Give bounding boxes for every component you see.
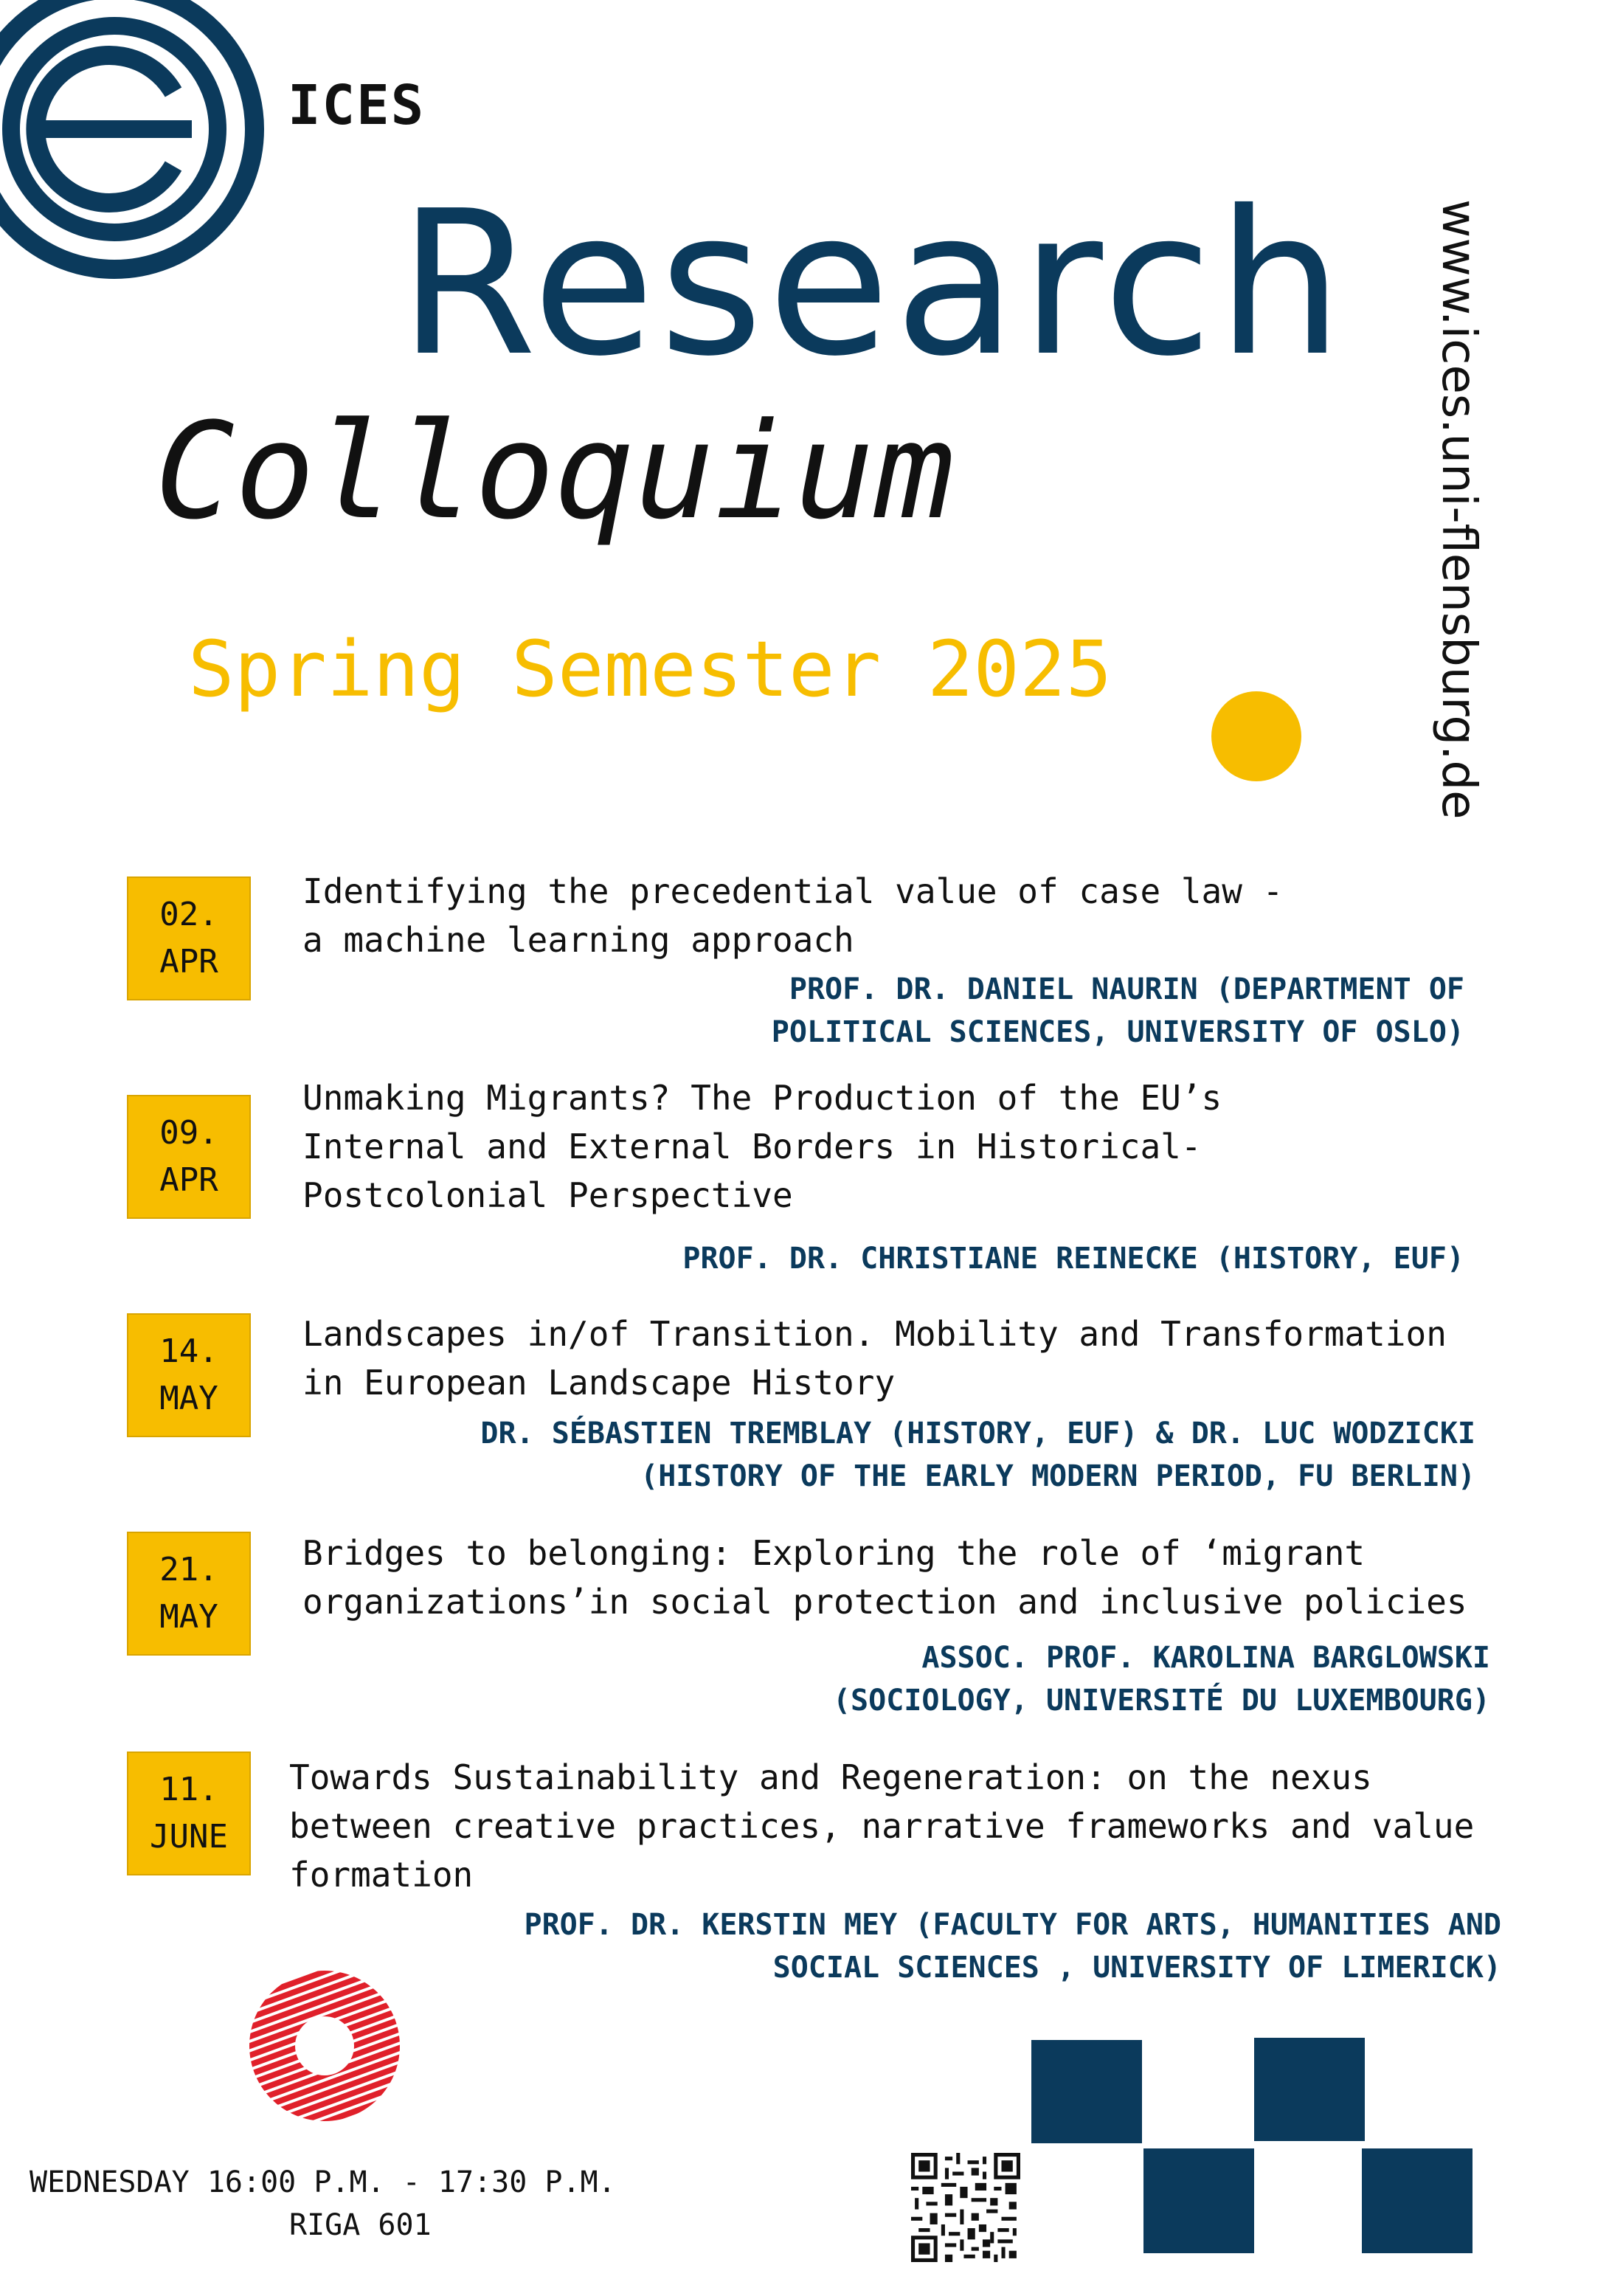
event-date-badge xyxy=(127,1313,251,1437)
ices-logo-icon xyxy=(0,0,273,288)
event-speaker-line: PROF. DR. DANIEL NAURIN (DEPARTMENT OF xyxy=(789,972,1464,1006)
decorative-dot xyxy=(1211,691,1301,781)
event-title-line: Internal and External Borders in Historical- xyxy=(302,1127,1202,1166)
event-speaker-line: SOCIAL SCIENCES , UNIVERSITY OF LIMERICK) xyxy=(772,1951,1501,1985)
event-title-line: Bridges to belonging: Exploring the role of ‘migrant xyxy=(302,1533,1366,1573)
event-speaker xyxy=(833,1636,1490,1722)
event-date-badge xyxy=(127,876,251,1000)
event-title xyxy=(302,1310,1447,1407)
event-speaker xyxy=(772,968,1464,1054)
event-title-line: Towards Sustainability and Regeneration: on the nexus xyxy=(289,1757,1372,1797)
event-month: JUNE xyxy=(150,1818,228,1856)
event-speaker-line: POLITICAL SCIENCES, UNIVERSITY OF OSLO) xyxy=(771,1015,1464,1049)
event-day: 02. xyxy=(159,896,218,934)
schedule-room: RIGA 601 xyxy=(289,2208,432,2242)
semester-label: Spring Semester 2025 xyxy=(188,624,1112,714)
event-day: 14. xyxy=(159,1332,218,1371)
decorative-square xyxy=(1031,2040,1142,2143)
event-speaker-line: DR. SÉBASTIEN TREMBLAY (HISTORY, EUF) & DR. LUC WODZICKI xyxy=(480,1417,1475,1450)
decorative-square xyxy=(1143,2148,1254,2253)
org-name: ICES xyxy=(288,74,426,137)
event-title-line: Postcolonial Perspective xyxy=(302,1175,793,1215)
event-speaker-line: ASSOC. PROF. KAROLINA BARGLOWSKI xyxy=(921,1641,1490,1675)
event-title-line: organizations’in social protection and inclusive policies xyxy=(302,1582,1467,1622)
event-speaker-line: PROF. DR. CHRISTIANE REINECKE (HISTORY, EUF) xyxy=(682,1242,1464,1276)
event-speaker-line: PROF. DR. KERSTIN MEY (FACULTY FOR ARTS, HUMANITIES AND xyxy=(524,1908,1501,1942)
event-title-line: a machine learning approach xyxy=(302,920,854,960)
event-month: APR xyxy=(159,1161,218,1199)
event-date-badge xyxy=(127,1752,251,1875)
event-month: APR xyxy=(159,943,218,981)
event-day: 11. xyxy=(159,1771,218,1809)
event-month: MAY xyxy=(159,1598,218,1636)
schedule-time: WEDNESDAY 16:00 P.M. - 17:30 P.M. xyxy=(30,2165,616,2199)
event-day: 21. xyxy=(159,1551,218,1589)
event-title-line: formation xyxy=(289,1855,474,1895)
event-speaker xyxy=(682,1237,1464,1280)
decorative-square xyxy=(1254,2038,1365,2141)
qr-code-icon[interactable] xyxy=(911,2153,1020,2262)
event-title xyxy=(289,1753,1474,1899)
event-title-line: between creative practices, narrative frameworks and value xyxy=(289,1806,1475,1846)
event-speaker-line: (SOCIOLOGY, UNIVERSITÉ DU LUXEMBOURG) xyxy=(832,1684,1490,1718)
event-month: MAY xyxy=(159,1380,218,1417)
website-url: www.ices.uni-flensburg.de xyxy=(1431,199,1486,820)
event-date-badge xyxy=(127,1532,251,1656)
page-title-colloquium: Colloquium xyxy=(155,395,955,549)
event-title-line: in European Landscape History xyxy=(302,1363,896,1403)
event-date-badge xyxy=(127,1095,251,1219)
event-speaker xyxy=(524,1903,1501,1989)
event-speaker xyxy=(480,1412,1475,1498)
event-title-line: Identifying the precedential value of case law - xyxy=(302,871,1284,911)
event-title-line: Landscapes in/of Transition. Mobility and Transformation xyxy=(302,1314,1447,1354)
event-title xyxy=(302,1529,1467,1626)
event-title xyxy=(302,867,1283,964)
event-title xyxy=(302,1073,1222,1220)
event-speaker-line: (HISTORY OF THE EARLY MODERN PERIOD, FU BERLIN) xyxy=(640,1459,1475,1493)
page-title-research: Research xyxy=(398,167,1348,400)
event-day: 09. xyxy=(159,1114,218,1152)
red-striped-ring-icon xyxy=(247,1968,402,2123)
decorative-square xyxy=(1362,2148,1473,2253)
event-title-line: Unmaking Migrants? The Production of the EU’s xyxy=(302,1078,1222,1118)
